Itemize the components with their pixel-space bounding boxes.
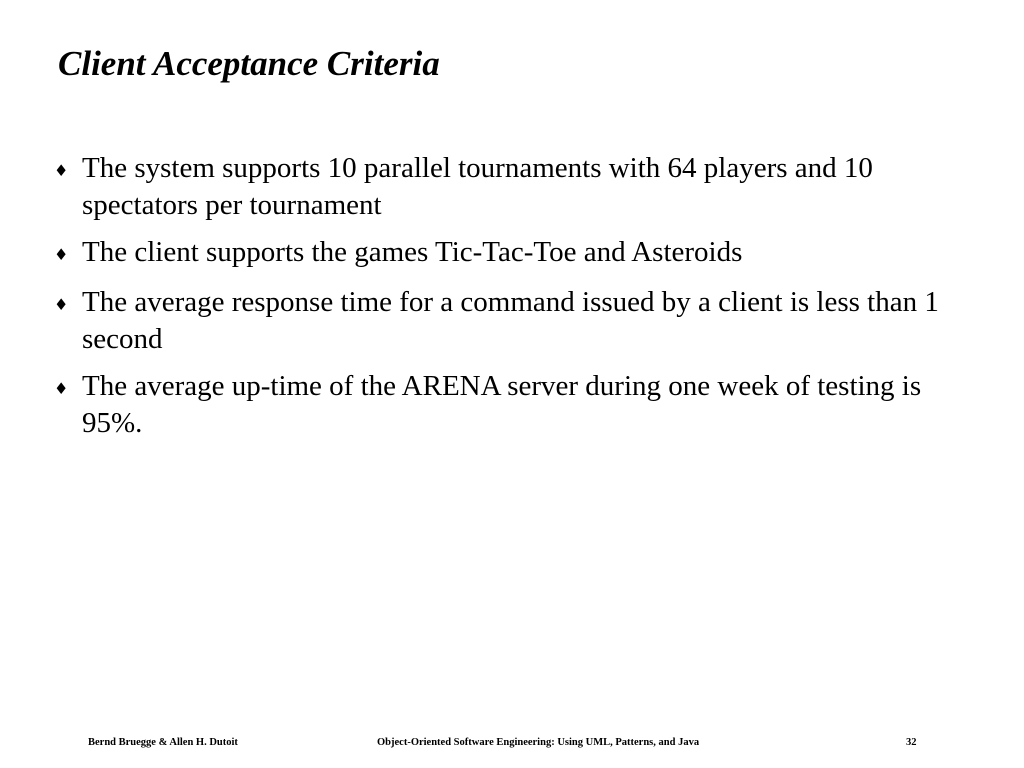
diamond-bullet-icon: ♦ (54, 161, 69, 180)
bullet-text: The average response time for a command issued by a client is less than 1 second (82, 286, 939, 355)
footer-book-title: Object-Oriented Software Engineering: Using UML, Patterns, and Java (377, 737, 700, 748)
bullet-text: The system supports 10 parallel tournaments with 64 players and 10 spectators per tournament (82, 152, 873, 221)
bullet-text: The average up-time of the ARENA server during one week of testing is 95%. (82, 370, 922, 439)
bullet-item (54, 284, 954, 358)
bullet-item (54, 150, 954, 224)
slide-title: Client Acceptance Criteria (58, 44, 440, 83)
bullet-item (54, 368, 954, 442)
footer-page-number: 32 (906, 737, 917, 748)
bullet-item (54, 234, 954, 273)
footer-authors: Bernd Bruegge & Allen H. Dutoit (88, 737, 238, 748)
diamond-bullet-icon: ♦ (54, 379, 69, 398)
diamond-bullet-icon: ♦ (54, 295, 69, 314)
bullet-text: The client supports the games Tic-Tac-Toe and Asteroids (82, 236, 743, 268)
diamond-bullet-icon: ♦ (54, 245, 69, 264)
bullet-list (54, 150, 954, 452)
